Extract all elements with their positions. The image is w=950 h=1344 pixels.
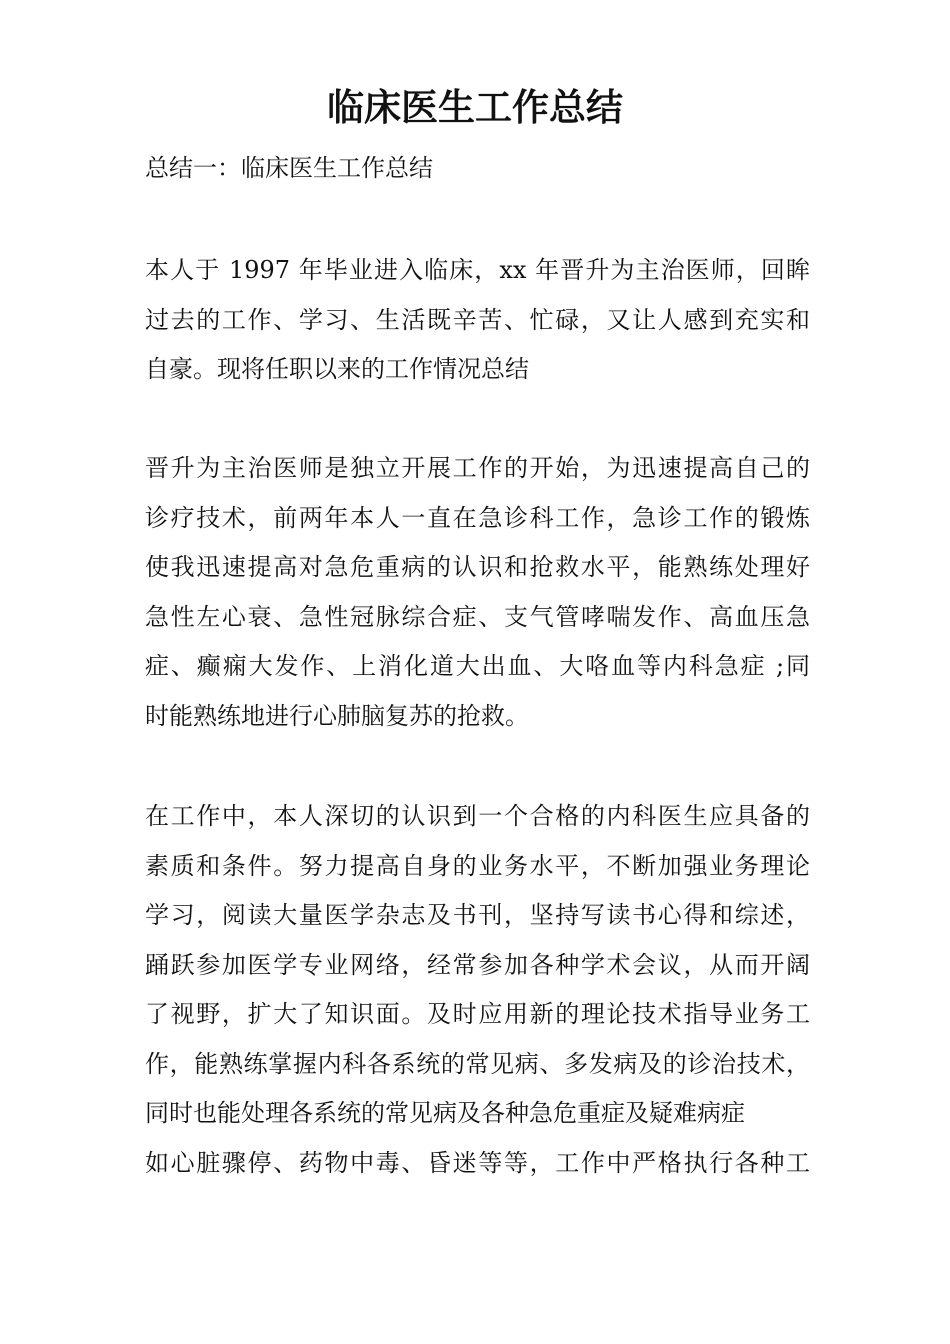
document-title: 临床医生工作总结 (327, 86, 623, 129)
paragraph-line: 急性左心衰、急性冠脉综合症、支气管哮喘发作、高血压急 (145, 602, 810, 631)
paragraph-2 (145, 444, 810, 741)
paragraph-line: 学习，阅读大量医学杂志及书刊，坚持写读书心得和综述， (145, 901, 810, 929)
paragraph-line: 踊跃参加医学专业网络，经常参加各种学术会议，从而开阔 (145, 950, 810, 979)
paragraph-line: 本人于 1997 年毕业进入临床，xx 年晋升为主治医师，回眸 (145, 256, 810, 284)
paragraph-line: 同时也能处理各系统的常见病及各种急危重症及疑难病症 (145, 1099, 745, 1127)
paragraph-3 (145, 792, 810, 1188)
paragraph-line: 在工作中，本人深切的认识到一个合格的内科医生应具备的 (145, 802, 810, 830)
paragraph-1 (145, 246, 810, 395)
paragraph-line: 如心脏骤停、药物中毒、昏迷等等，工作中严格执行各种工 (145, 1148, 810, 1177)
paragraph-line: 症、癫痫大发作、上消化道大出血、大咯血等内科急症 ;同 (145, 652, 810, 680)
paragraph-line: 了视野，扩大了知识面。及时应用新的理论技术指导业务工 (145, 1000, 810, 1028)
paragraph-line: 过去的工作、学习、生活既辛苦、忙碌，又让人感到充实和 (145, 305, 810, 334)
paragraph-line: 素质和条件。努力提高自身的业务水平，不断加强业务理论 (145, 851, 810, 880)
paragraph-line: 时能熟练地进行心肺脑复苏的抢救。 (145, 701, 529, 730)
paragraph-line: 自豪。现将任职以来的工作情况总结 (145, 355, 529, 383)
paragraph-line: 诊疗技术，前两年本人一直在急诊科工作，急诊工作的锻炼 (145, 503, 810, 532)
paragraph-line: 作，能熟练掌握内科各系统的常见病、多发病及的诊治技术， (145, 1049, 810, 1078)
paragraph-line: 使我迅速提高对急危重病的认识和抢救水平，能熟练处理好 (145, 553, 810, 581)
paragraph-line: 晋升为主治医师是独立开展工作的开始，为迅速提高自己的 (145, 454, 810, 482)
document-subtitle: 总结一：临床医生工作总结 (145, 154, 433, 182)
